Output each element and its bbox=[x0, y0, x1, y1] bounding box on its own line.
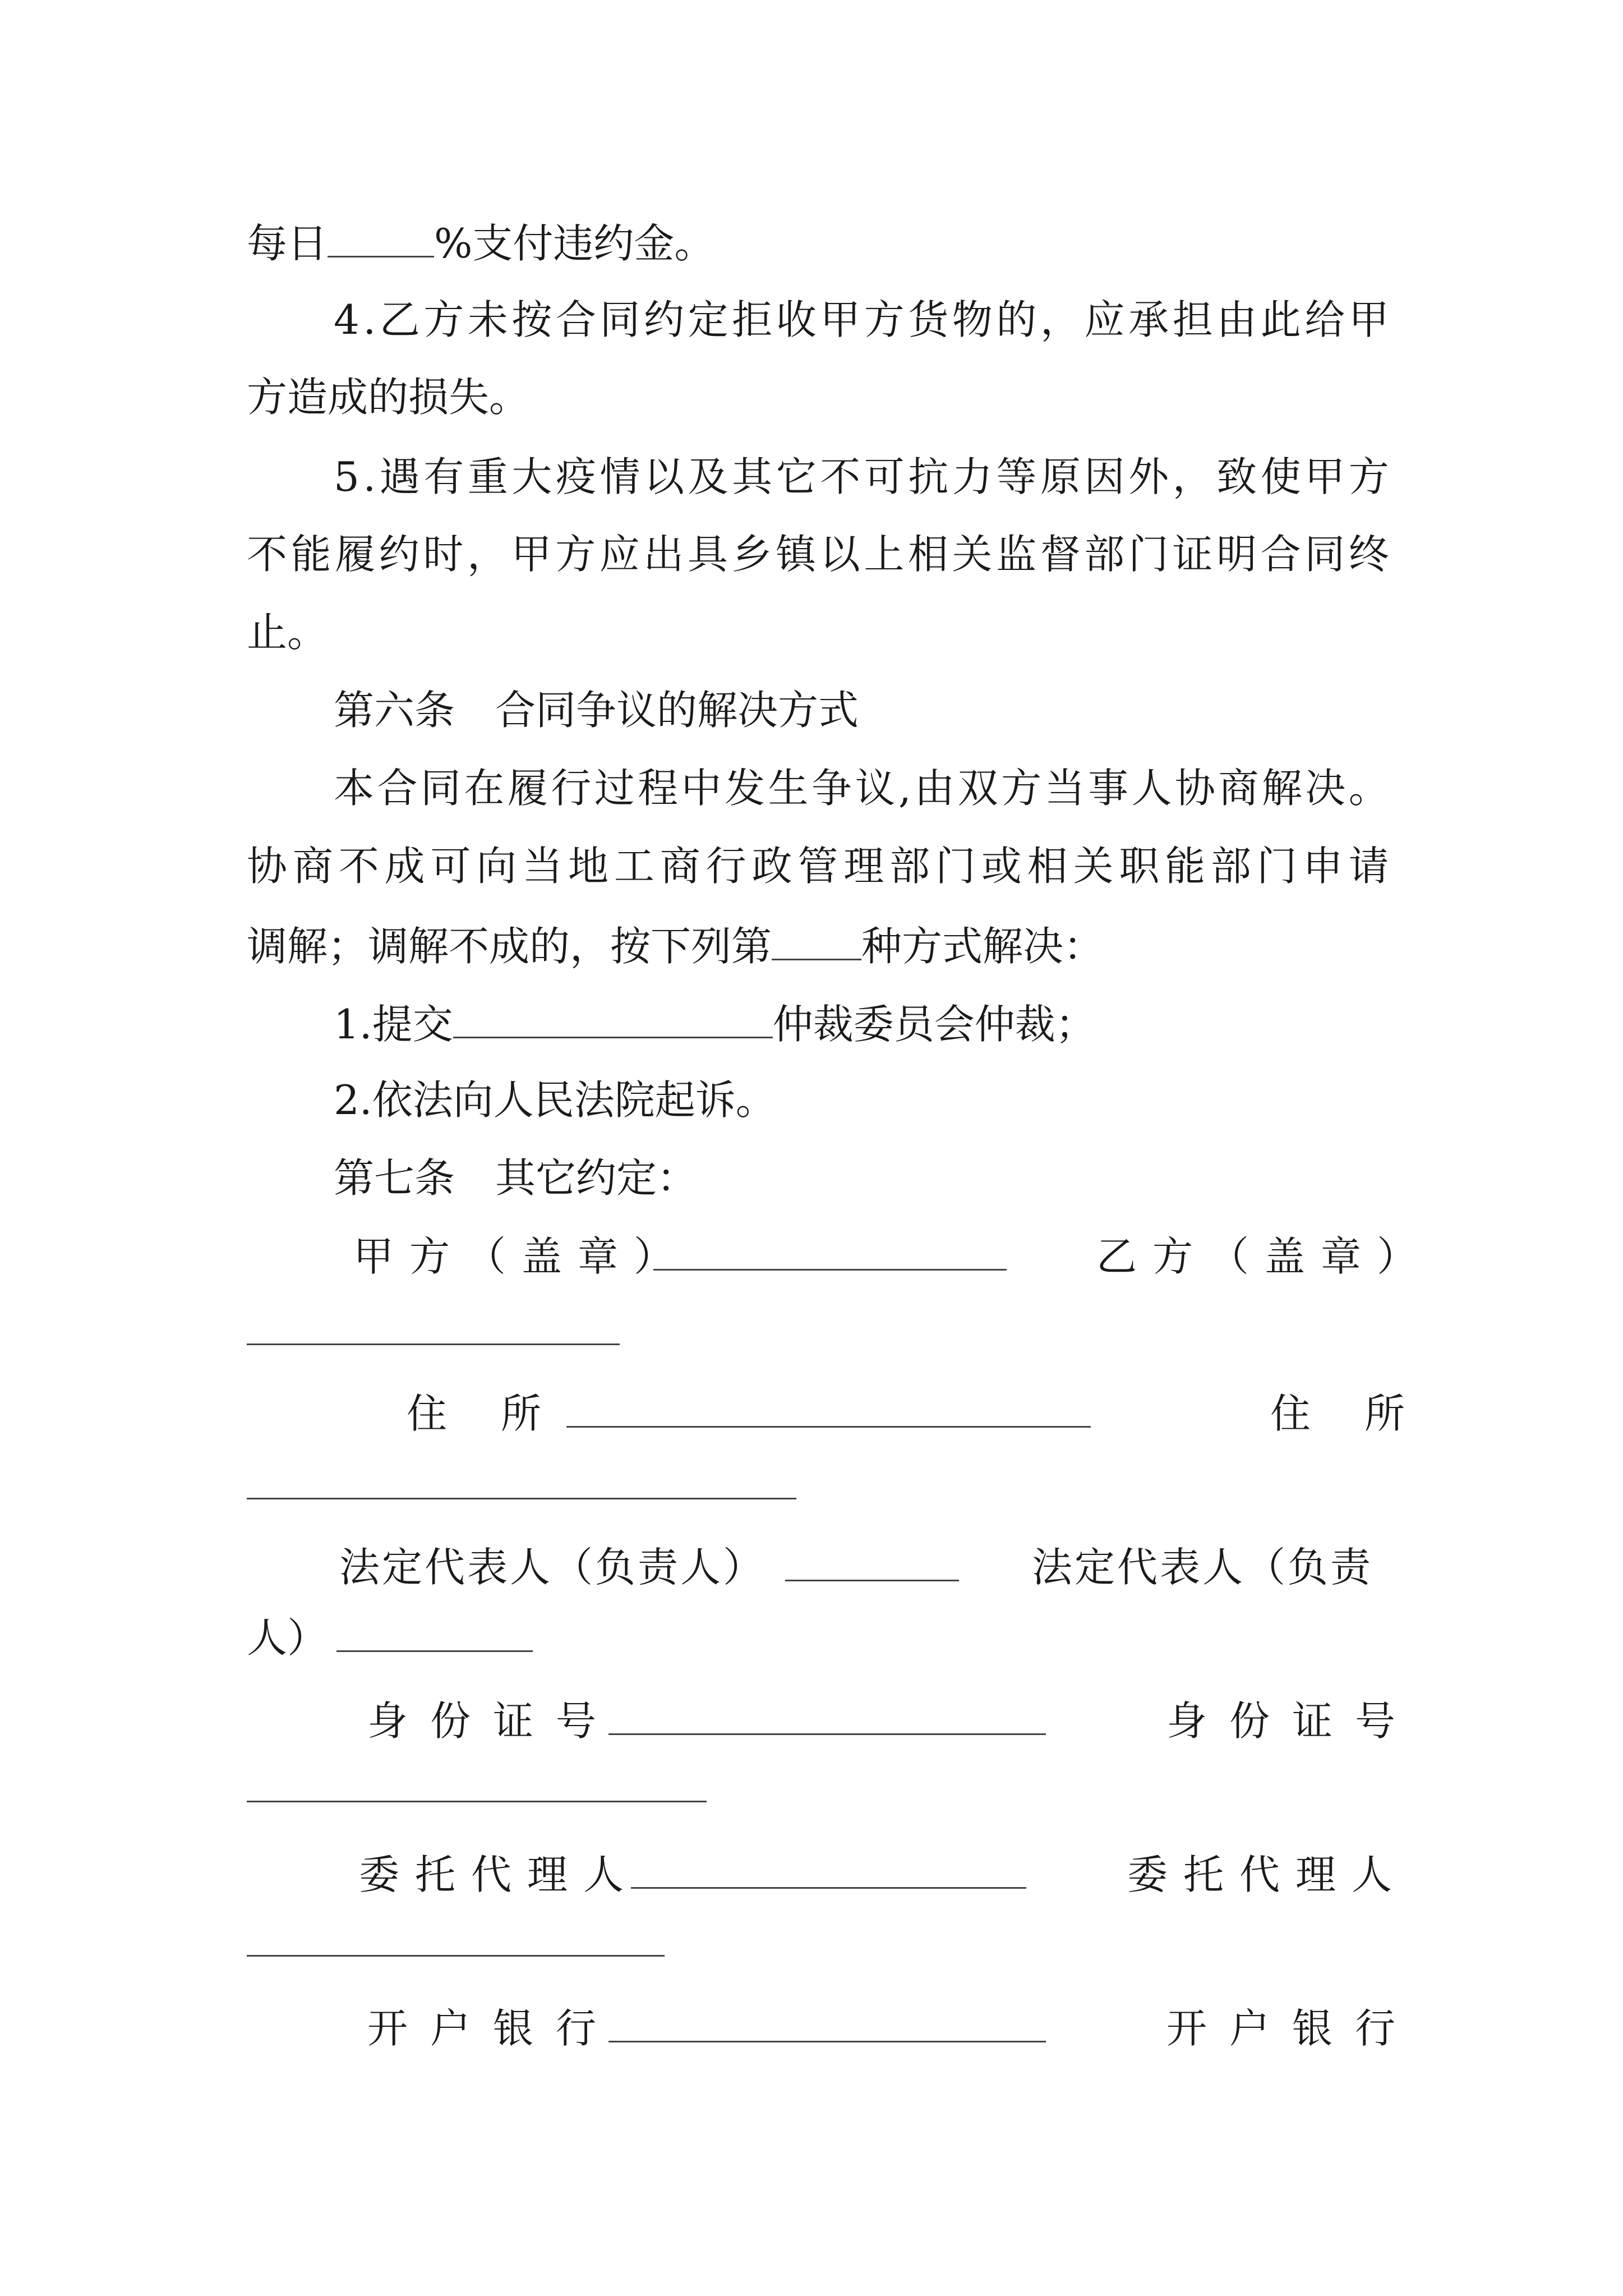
party-a-seal-blank[interactable] bbox=[653, 1269, 1007, 1271]
party-a-legal-rep-text: 法定代表人（负责人） bbox=[339, 1544, 766, 1591]
party-b-legal-rep-label-2 bbox=[247, 1610, 328, 1666]
option-2-text: 2.依法向人民法院起诉。 bbox=[334, 1076, 776, 1124]
party-b-address-label bbox=[1270, 1386, 1459, 1442]
party-b-id-blank[interactable] bbox=[247, 1801, 707, 1802]
party-a-agent-text: 委托代理人 bbox=[359, 1851, 640, 1898]
party-a-agent-label bbox=[359, 1847, 639, 1903]
party-a-address-text: 住所 bbox=[407, 1390, 596, 1437]
arbitration-committee-blank[interactable] bbox=[453, 994, 773, 1038]
clause-5-line-2: 不 能 履 约 时 ， 甲 方 应 出 具 乡 镇 以 上 相 关 监 督 部 门 证 明 合 同 终 bbox=[247, 531, 1389, 578]
article-6-title bbox=[334, 682, 859, 738]
party-b-address-text: 住所 bbox=[1270, 1390, 1459, 1437]
option-1-suffix: 仲裁委员会仲裁； bbox=[772, 1001, 1096, 1048]
dispute-text-3a: 调解；调解不成的，按下列第 bbox=[247, 923, 772, 970]
party-a-legal-rep-label bbox=[339, 1539, 766, 1595]
party-a-address-label bbox=[407, 1386, 595, 1442]
resolution-method-blank[interactable] bbox=[772, 916, 861, 960]
party-b-address-blank[interactable] bbox=[247, 1498, 796, 1499]
clause-4-line-1: 4 . 乙 方 未 按 合 同 约 定 拒 收 甲 方 货 物 的 ， 应 承 担 由 此 给 甲 bbox=[334, 296, 1389, 343]
party-a-id-text: 身份证号 bbox=[367, 1697, 619, 1745]
party-b-legal-rep-label bbox=[1032, 1539, 1373, 1595]
party-a-seal-label bbox=[353, 1228, 690, 1285]
party-b-bank-text: 开户银行 bbox=[1166, 2005, 1418, 2052]
penalty-rate-blank[interactable] bbox=[328, 213, 434, 257]
dispute-line-3 bbox=[247, 916, 1104, 972]
party-b-agent-label bbox=[1127, 1847, 1408, 1903]
penalty-line bbox=[247, 213, 714, 269]
party-a-address-blank[interactable] bbox=[566, 1426, 1091, 1428]
party-b-seal-text: 乙方（盖章） bbox=[1096, 1233, 1433, 1280]
clause-5-line-1: 5 . 遇 有 重 大 疫 情 以 及 其 它 不 可 抗 力 等 原 因 外 ， 致 使 甲 方 bbox=[334, 453, 1389, 500]
party-b-legal-rep-text-2: 人） bbox=[247, 1614, 328, 1662]
party-b-agent-blank[interactable] bbox=[247, 1955, 665, 1957]
clause-5-line-3 bbox=[247, 604, 328, 660]
penalty-prefix: 每日 bbox=[247, 220, 328, 267]
party-b-seal-blank[interactable] bbox=[247, 1343, 620, 1345]
party-a-bank-text: 开户银行 bbox=[367, 2005, 619, 2052]
option-1-line bbox=[334, 994, 1096, 1050]
party-a-bank-label bbox=[367, 2000, 619, 2056]
party-a-agent-blank[interactable] bbox=[631, 1887, 1026, 1889]
party-a-bank-blank[interactable] bbox=[608, 2041, 1046, 2042]
article-6-title-text: 第六条 合同争议的解决方式 bbox=[334, 687, 859, 734]
option-2-line bbox=[334, 1072, 776, 1128]
party-b-bank-label bbox=[1166, 2000, 1418, 2056]
clause-4-line-2 bbox=[247, 369, 529, 425]
party-a-id-label bbox=[367, 1693, 619, 1749]
party-b-legal-rep-blank[interactable] bbox=[336, 1650, 533, 1652]
party-a-id-blank[interactable] bbox=[608, 1733, 1046, 1735]
party-b-id-label bbox=[1166, 1693, 1418, 1749]
penalty-suffix: %支付违约金。 bbox=[434, 220, 715, 267]
dispute-line-1: 本 合 同 在 履 行 过 程 中 发 生 争 议 , 由 双 方 当 事 人 协 商 解 决 。 bbox=[334, 765, 1389, 812]
party-b-seal-label bbox=[1096, 1228, 1433, 1285]
party-b-agent-text: 委托代理人 bbox=[1127, 1851, 1408, 1898]
party-a-legal-rep-blank[interactable] bbox=[785, 1580, 959, 1581]
article-7-text: 第七条 其它约定： bbox=[334, 1154, 698, 1202]
dispute-text-3b: 种方式解决： bbox=[861, 923, 1104, 970]
article-7-title bbox=[334, 1150, 697, 1206]
dispute-line-2: 协 商 不 成 可 向 当 地 工 商 行 政 管 理 部 门 或 相 关 职 能 部 门 申 请 bbox=[247, 843, 1389, 890]
clause-4-text-2: 方造成的损失。 bbox=[247, 374, 530, 421]
party-a-seal-text: 甲方（盖章） bbox=[353, 1233, 690, 1280]
party-b-id-text: 身份证号 bbox=[1166, 1697, 1418, 1745]
clause-5-text-3: 止。 bbox=[247, 609, 328, 656]
party-b-legal-rep-text-1: 法定代表人（负责 bbox=[1032, 1544, 1373, 1591]
option-1-prefix: 1.提交 bbox=[334, 1001, 453, 1048]
